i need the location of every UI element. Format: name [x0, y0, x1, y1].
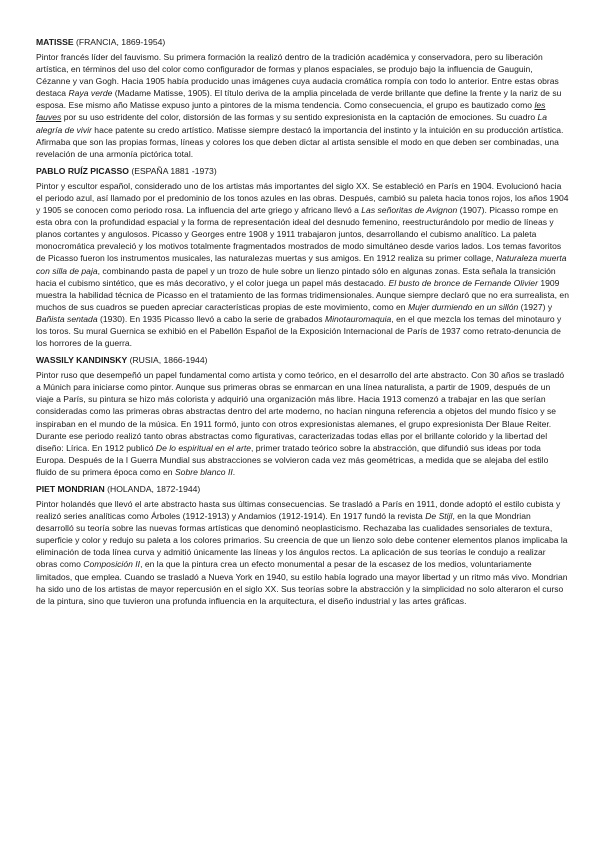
text-run: , en la que la pintura crea un efecto monumental a pesar de la escasez de los medios, voluntariamente limitados, que emplea. Cuando se trasladó a Nueva York en 1940, su estilo había logrado una mayor libertad y un ritmo más vivo. Mondrian ha sido uno de los artistas de mayor repercusión en el siglo XX. Sus teorías sobre la abstracción y la simplicidad no solo alteraron el curso de la pintura, sino que tuvieron una profunda influencia en la arquitectura, el diseño industrial y las artes gráficas. [36, 559, 568, 606]
artwork-title: Las señoritas de Avignon [361, 205, 458, 216]
biography-paragraph [36, 369, 569, 478]
text-run: , en el que mezcla los temas del minotauro y los toros. Su mural Guernica se exhibió en el Pabellón Español de la Exposición Internacional de París de 1937 como retrato-denuncia de los horrores de la guerra. [36, 313, 562, 349]
section-mondrian [36, 483, 569, 607]
book-title: De lo espiritual en el arte [155, 442, 251, 453]
text-run: (Madame Matisse, 1905). El título deriva de la amplia pincelada de verde brillante que define la frente y la nariz de su esposa. Ese mismo año Matisse expuso junto a pintores de la misma tendencia. Como consecuencia, el grupo es bautizado como [36, 88, 562, 111]
text-run: , primer tratado teórico sobre la abstracción, que difundió sus ideas por toda Europa. Después de la I Guerra Mundial sus abstracciones se volvieron cada vez más geométricas, a medida que se alejaba del estilo fluido de su primera época como en [36, 442, 549, 477]
biography-paragraph [36, 498, 569, 607]
movement-name: les fauves [36, 100, 546, 123]
artist-origin-dates: (RUSIA, 1866-1944) [129, 355, 208, 366]
artwork-title: Minotauromaquia [324, 313, 392, 324]
section-kandinsky [36, 354, 569, 478]
text-run: Pintor francés líder del fauvismo. Su primera formación la realizó dentro de la tradición académica y conservadora, pero su liberación artística, en términos del uso del color como configurador de formas y planos espaciales, se produjo bajo la influencia de Gauguin, Cézanne y van Gogh. Hacia 1905 había producido unas imágenes cuya audacia cromática rompía con todo lo anterior. Entre estas obras destaca [36, 52, 559, 99]
section-heading [36, 36, 569, 49]
artist-name: MATISSE [36, 37, 74, 47]
artwork-title: Naturaleza muerta con silla de paja [36, 253, 567, 276]
biography-paragraph [36, 51, 569, 160]
text-run: Pintor holandés que llevó el arte abstracto hasta sus últimas consecuencias. Se trasladó a París en 1911, donde adoptó el estilo cubista y realizó series analíticas como Árboles (1912-1913) y Andamios (1912-1914). En 1917 fundó la revista [36, 499, 561, 522]
artist-origin-dates: (FRANCIA, 1869-1954) [75, 37, 166, 47]
artist-origin-dates: (ESPAÑA 1881 -1973) [131, 165, 217, 176]
text-run: (1927) y [518, 301, 553, 312]
magazine-title: De Stijl [425, 511, 453, 522]
artist-name: WASSILY KANDINSKY [36, 355, 128, 366]
section-heading [36, 165, 569, 178]
artist-origin-dates: (HOLANDA, 1872-1944) [107, 484, 201, 494]
text-run: , en la que Mondrian desarrolló su teoría sobre las nuevas formas artísticas que denominó neoplasticismo. Rechazaba las cualidades sensoriales de textura, superficie y color y redujo su paleta a los colores primarios. Su creencia de que un lienzo solo debe contener elementos planos implicaba la eliminación de toda línea curva y admitió únicamente las líneas y los ángulos rectos. La aplicación de sus teorías le condujo a realizar obras como [36, 511, 568, 570]
artwork-title: Mujer durmiendo en un sillón [407, 301, 519, 312]
section-heading [36, 483, 569, 496]
text-run: Pintor y escultor español, considerado uno de los artistas más importantes del siglo XX. Se estableció en París en 1904. Evolucionó hacia el periodo azul, así llamado por el predominio de los tonos azules en las obras. Después, cambió su paleta hacia tonos rojos, los años 1904 y 1905 se conocen como periodo rosa. La influencia del arte griego y africano llevó a [36, 180, 569, 216]
artist-name: PABLO RUÍZ PICASSO [36, 165, 129, 176]
biography-paragraph [36, 180, 569, 349]
artwork-title: La alegría de vivir [36, 112, 548, 135]
text-run: Pintor ruso que desempeñó un papel fundamental como artista y como teórico, en el desarrollo del arte abstracto. Con 30 años se trasladó a Múnich para iniciarse como pintor. Aunque sus primeras obras se enmarcan en una línea naturalista, a partir de 1909, después de un viaje a París, su pintura se hizo más colorista y adquirió una organización más libre. Hacia 1913 comenzó a trabajar en las que serían consideradas como las primeras obras abstractas dentro del arte moderno, no hacían ninguna referencia a objetos del mundo físico y se inspiraban en el mundo de la música. En 1911 formó, junto con otros expresionistas alemanes, el grupo expresionista Der Blaue Reiter. Durante ese periodo realizó tanto obras abstractas como figurativas, caracterizadas todas ellas por el brillante colorido y la libertad del diseño: Lírica. En 1912 publicó [36, 370, 565, 453]
artwork-title: Raya verde [68, 88, 113, 99]
artist-name: PIET MONDRIAN [36, 484, 105, 494]
text-run: , combinando pasta de papel y un trozo de hule sobre un lienzo pintado sólo en algunas zonas. Esta señala la transición hacia el cubismo sintético, que es más decorativo, y el color juega un papel más destacado. [36, 265, 556, 288]
text-run: (1907). Picasso rompe en esta obra con la profundidad espacial y la forma de representación ideal del desnudo femenino, reestructurándolo por medio de líneas y planos cortantes y angulosos. Picasso y Georges entre 1908 y 1911 trabajaron juntos, desarrollando el cubismo analítico. La paleta monocromática prevaleció y los motivos totalmente fragmentados mostrados de modo simultáneo desde varios lados. Los temas favoritos de Picasso fueron los instrumentos musicales, las naturalezas muertas y sus amigos. En 1912 realiza su primer collage, [36, 205, 562, 264]
section-picasso [36, 165, 569, 349]
artwork-title: Sobre blanco II [174, 466, 233, 477]
section-matisse [36, 36, 569, 160]
text-run: hace patente su credo artístico. Matisse siempre destacó la importancia del instinto y la intuición en su producción artística. Afirmaba que son las propias formas, líneas y colores los que deben dictar al artista sensible el modo en que deben ser combinadas, una revelación de una armonía pictórica total. [36, 124, 564, 159]
text-run: por su uso estridente del color, distorsión de las formas y su sentido expresionista en la captación de emociones. Su cuadro [61, 112, 538, 123]
text-run: . [232, 466, 236, 477]
artwork-title: El busto de bronce de Fernande Olivier [388, 277, 538, 288]
artwork-title: Composición II [83, 559, 141, 570]
document-body [36, 36, 569, 612]
text-run: (1930). En 1935 Picasso llevó a cabo la serie de grabados [97, 313, 325, 324]
artwork-title: Bañista sentada [36, 313, 98, 324]
text-run: 1909 muestra la habilidad técnica de Picasso en el tratamiento de las formas tridimensionales. Aunque siempre declaró que no era surrealista, en muchos de sus cuadros se pueden apreciar características propias de este movimiento, como en [36, 277, 569, 312]
section-heading [36, 354, 569, 367]
